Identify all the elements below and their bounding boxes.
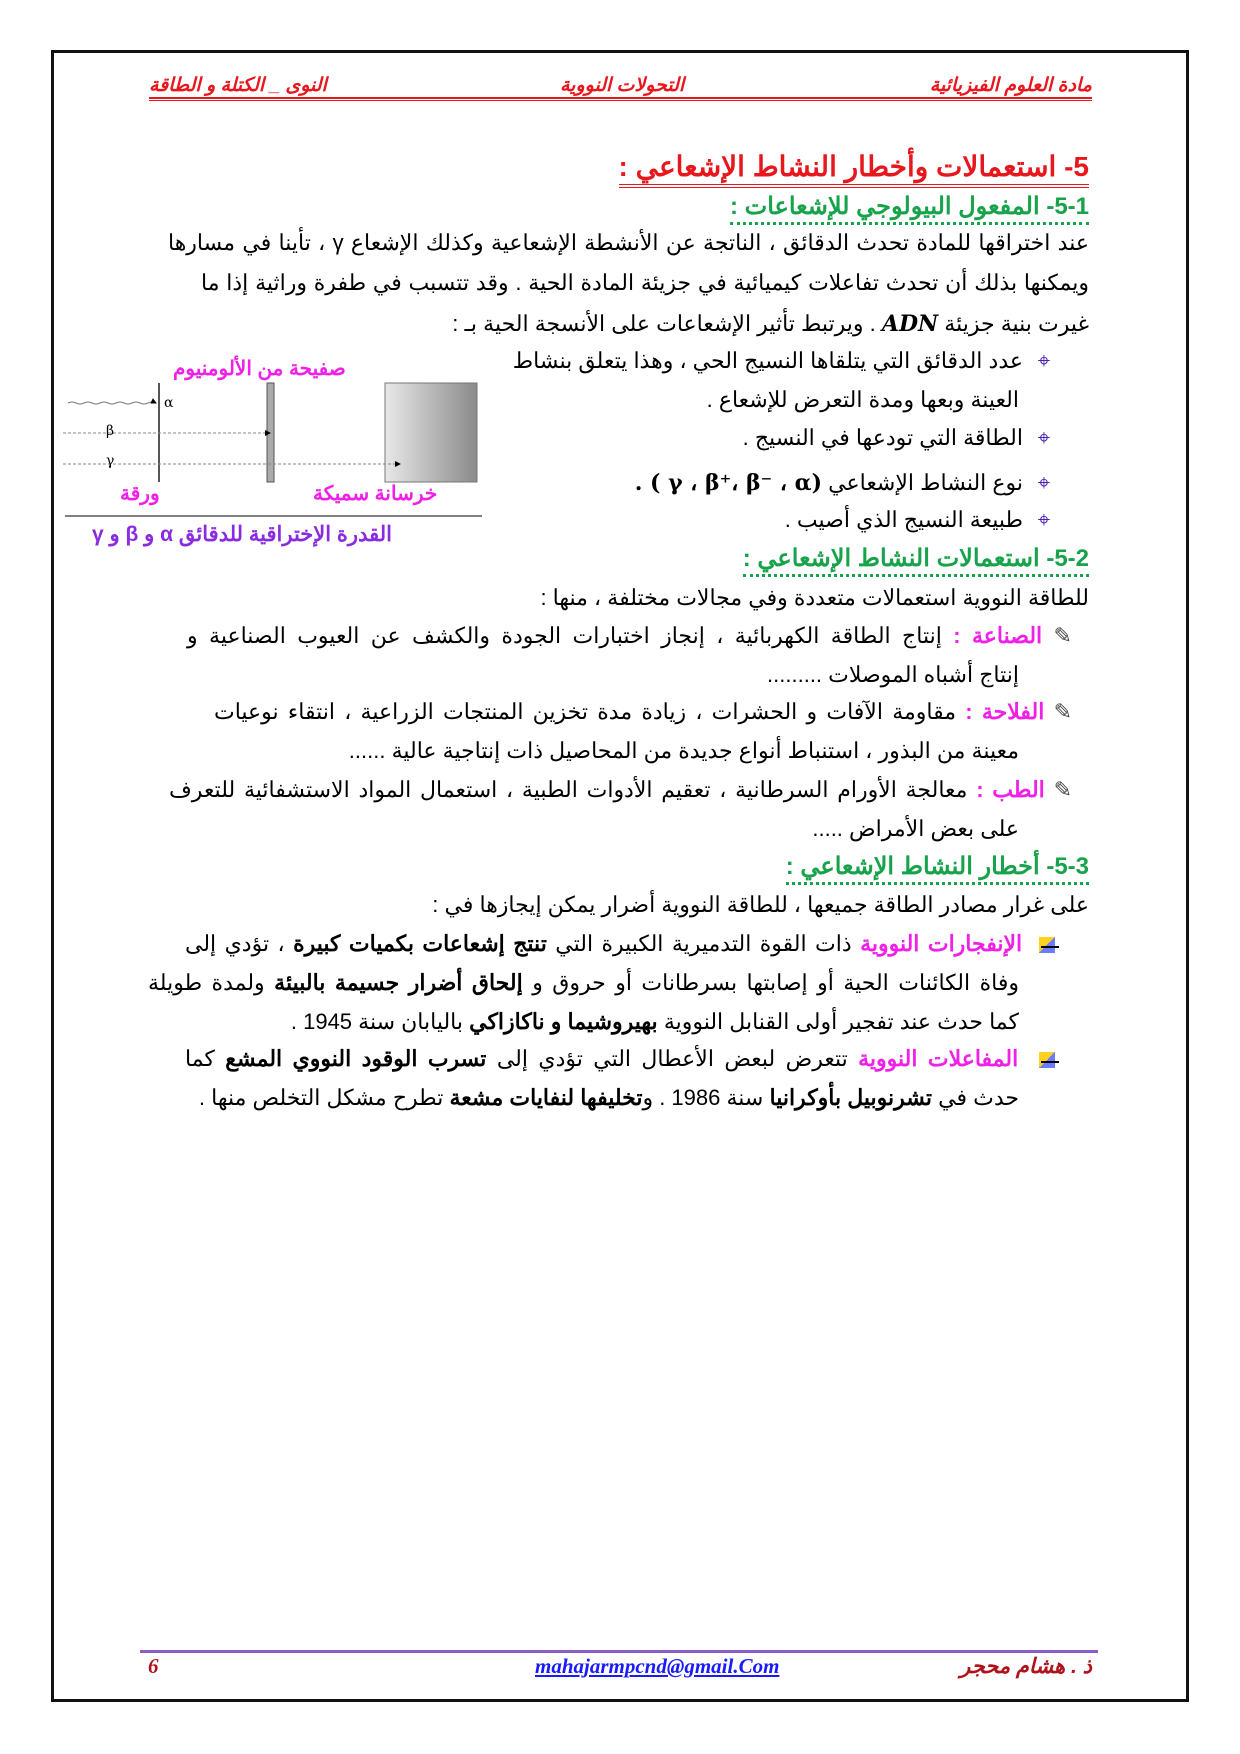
paragraph-line: للطاقة النووية استعمالات متعددة وفي مجالات مختلفة ، منها :: [540, 585, 1089, 610]
item-label: الإنفجارات النووية: [860, 931, 1023, 956]
list-item-continuation: إنتاج أشباه الموصلات .........: [767, 662, 1019, 687]
text: إلحاق أضرار جسيمة بالبيئة: [274, 970, 523, 995]
subsection-2-title: 5-2- استعمالات النشاط الإشعاعي :: [743, 544, 1089, 577]
aluminium-label: صفيحة من الألومنيوم: [173, 358, 346, 380]
list-item-continuation: على بعض الأمراض .....: [812, 816, 1019, 841]
header-unit: التحولات النووية: [560, 75, 685, 96]
pencil-icon: ✎: [1053, 699, 1072, 724]
item-label: الصناعة :: [953, 623, 1043, 648]
pencil-icon: ✎: [1053, 777, 1072, 802]
concrete-block: [385, 383, 477, 482]
list-item: [785, 505, 1057, 535]
list-item: [185, 1044, 1055, 1074]
alpha-ray: [68, 402, 156, 404]
list-item-text: طبيعة النسيج الذي أصيب .: [784, 507, 1023, 532]
text: غيرت بنية جزيئة: [944, 311, 1089, 336]
adn-formula: ADN: [881, 311, 939, 337]
text: . ويرتبط تأثير الإشعاعات على الأنسجة الحية بـ :: [452, 311, 876, 336]
paragraph-line: عند اختراقها للمادة تحدث الدقائق ، الناتجة عن الأنشطة الإشعاعية وكذلك الإشعاع γ ، تأينا في مسارها: [168, 230, 1089, 255]
list-item-continuation: العينة وبعها ومدة التعرض للإشعاع .: [706, 387, 1019, 412]
item-text: معالجة الأورام السرطانية ، تعقيم الأدوات الطبية ، استعمال المواد الاستشفائية للتعرف: [169, 777, 968, 802]
text: ولمدة طويلة: [148, 970, 265, 995]
text: تشرنوبيل بأوكرانيا: [769, 1085, 933, 1110]
list-item: [214, 697, 1072, 727]
item-text: مقاومة الآفات و الحشرات ، زيادة مدة تخزين المنتجات الزراعية ، انتقاء نوعيات: [214, 699, 957, 724]
target-bullet-icon: ⌖: [1037, 507, 1051, 532]
section-title: 5- استعمالات وأخطار النشاط الإشعاعي :: [619, 150, 1089, 188]
paragraph-line: على غرار مصادر الطاقة جميعها ، للطاقة النووية أضرار يمكن إيجازها في :: [432, 892, 1089, 917]
list-item: [185, 929, 1055, 959]
alpha-label: α: [164, 395, 174, 411]
text: تتعرض لبعض الأعطال التي تؤدي إلى: [496, 1046, 848, 1071]
concrete-label: خرسانة سميكة: [313, 483, 438, 505]
list-item-text: الطاقة التي تودعها في النسيج .: [742, 425, 1023, 450]
figure-caption: القدرة الإختراقية للدقائق α و β و γ: [92, 523, 392, 546]
page-number: 6: [148, 1654, 159, 1678]
footer-author: ذ . هشام محجر: [960, 1655, 1092, 1678]
text: سنة 1986 . و: [642, 1085, 764, 1110]
text: بهيروشيما و ناكازاكي: [469, 1009, 658, 1034]
paragraph-line: ويمكنها بذلك أن تحدث تفاعلات كيميائية في جزيئة المادة الحية . وقد تتسبب في طفرة وراثية إذا ما: [201, 270, 1089, 295]
header-subject: مادة العلوم الفيزيائية: [929, 75, 1092, 96]
beta-label: β: [106, 423, 115, 439]
header-divider: [149, 97, 1092, 101]
text: تنتج إشعاعات بكميات كبيرة: [293, 931, 547, 956]
square-bullet-icon: [1039, 937, 1055, 953]
text: حدث في: [938, 1085, 1019, 1110]
item-label: الطب :: [976, 777, 1045, 802]
text: ، تؤدي إلى: [185, 931, 285, 956]
list-item-text: عدد الدقائق التي يتلقاها النسيج الحي ، وهذا يتعلق بنشاط: [512, 348, 1023, 373]
text: كما: [185, 1046, 215, 1071]
text: تسرب الوقود النووي المشع: [225, 1046, 487, 1071]
list-item: [169, 775, 1072, 805]
target-bullet-icon: ⌖: [1037, 470, 1051, 495]
text: باليابان سنة 1945 .: [290, 1009, 463, 1034]
target-bullet-icon: ⌖: [1037, 348, 1051, 373]
item-label: المفاعلات النووية: [858, 1046, 1019, 1071]
subsection-3-title: 5-3- أخطار النشاط الإشعاعي :: [786, 852, 1089, 885]
list-item-continuation: [199, 1083, 1019, 1113]
list-item-continuation: [148, 968, 1019, 998]
list-item-text: نوع النشاط الإشعاعي: [828, 470, 1023, 495]
pencil-icon: ✎: [1053, 623, 1072, 648]
text: ذات القوة التدميرية الكبيرة التي: [555, 931, 852, 956]
radiation-types: (γ ، β⁺، β⁻ ، α ) .: [634, 470, 823, 496]
header-chapter: النوى _ الكتلة و الطاقة: [149, 75, 327, 96]
text: وفاة الكائنات الحية أو إصابتها بسرطانات أو حروق و: [532, 970, 1019, 995]
text: تطرح مشكل التخلص منها .: [198, 1085, 444, 1110]
footer-divider: [140, 1650, 1098, 1653]
text: تخليفها لنفايات مشعة: [449, 1085, 643, 1110]
list-item: [513, 346, 1057, 376]
list-item-continuation: [291, 1007, 1019, 1037]
square-bullet-icon: [1039, 1052, 1055, 1068]
footer-email-link[interactable]: mahajarmpcnd@gmail.Com: [535, 1654, 780, 1678]
paper-label: ورقة: [120, 483, 160, 505]
list-item: [743, 423, 1057, 453]
list-item: [187, 621, 1072, 651]
paragraph-line: [452, 309, 1089, 339]
list-item: [635, 468, 1057, 498]
list-item-continuation: معينة من البذور ، استنباط أنواع جديدة من المحاصيل ذات إنتاجية عالية ......: [348, 738, 1019, 763]
item-label: الفلاحة :: [965, 699, 1045, 724]
target-bullet-icon: ⌖: [1037, 425, 1051, 450]
subsection-1-title: 5-1- المفعول البيولوجي للإشعاعات :: [730, 192, 1089, 225]
text: كما حدث عند تفجير أولى القنابل النووية: [663, 1009, 1019, 1034]
item-text: إنتاج الطاقة الكهربائية ، إنجاز اختبارات الجودة والكشف عن العيوب الصناعية و: [187, 623, 942, 648]
gamma-label: γ: [106, 453, 115, 469]
